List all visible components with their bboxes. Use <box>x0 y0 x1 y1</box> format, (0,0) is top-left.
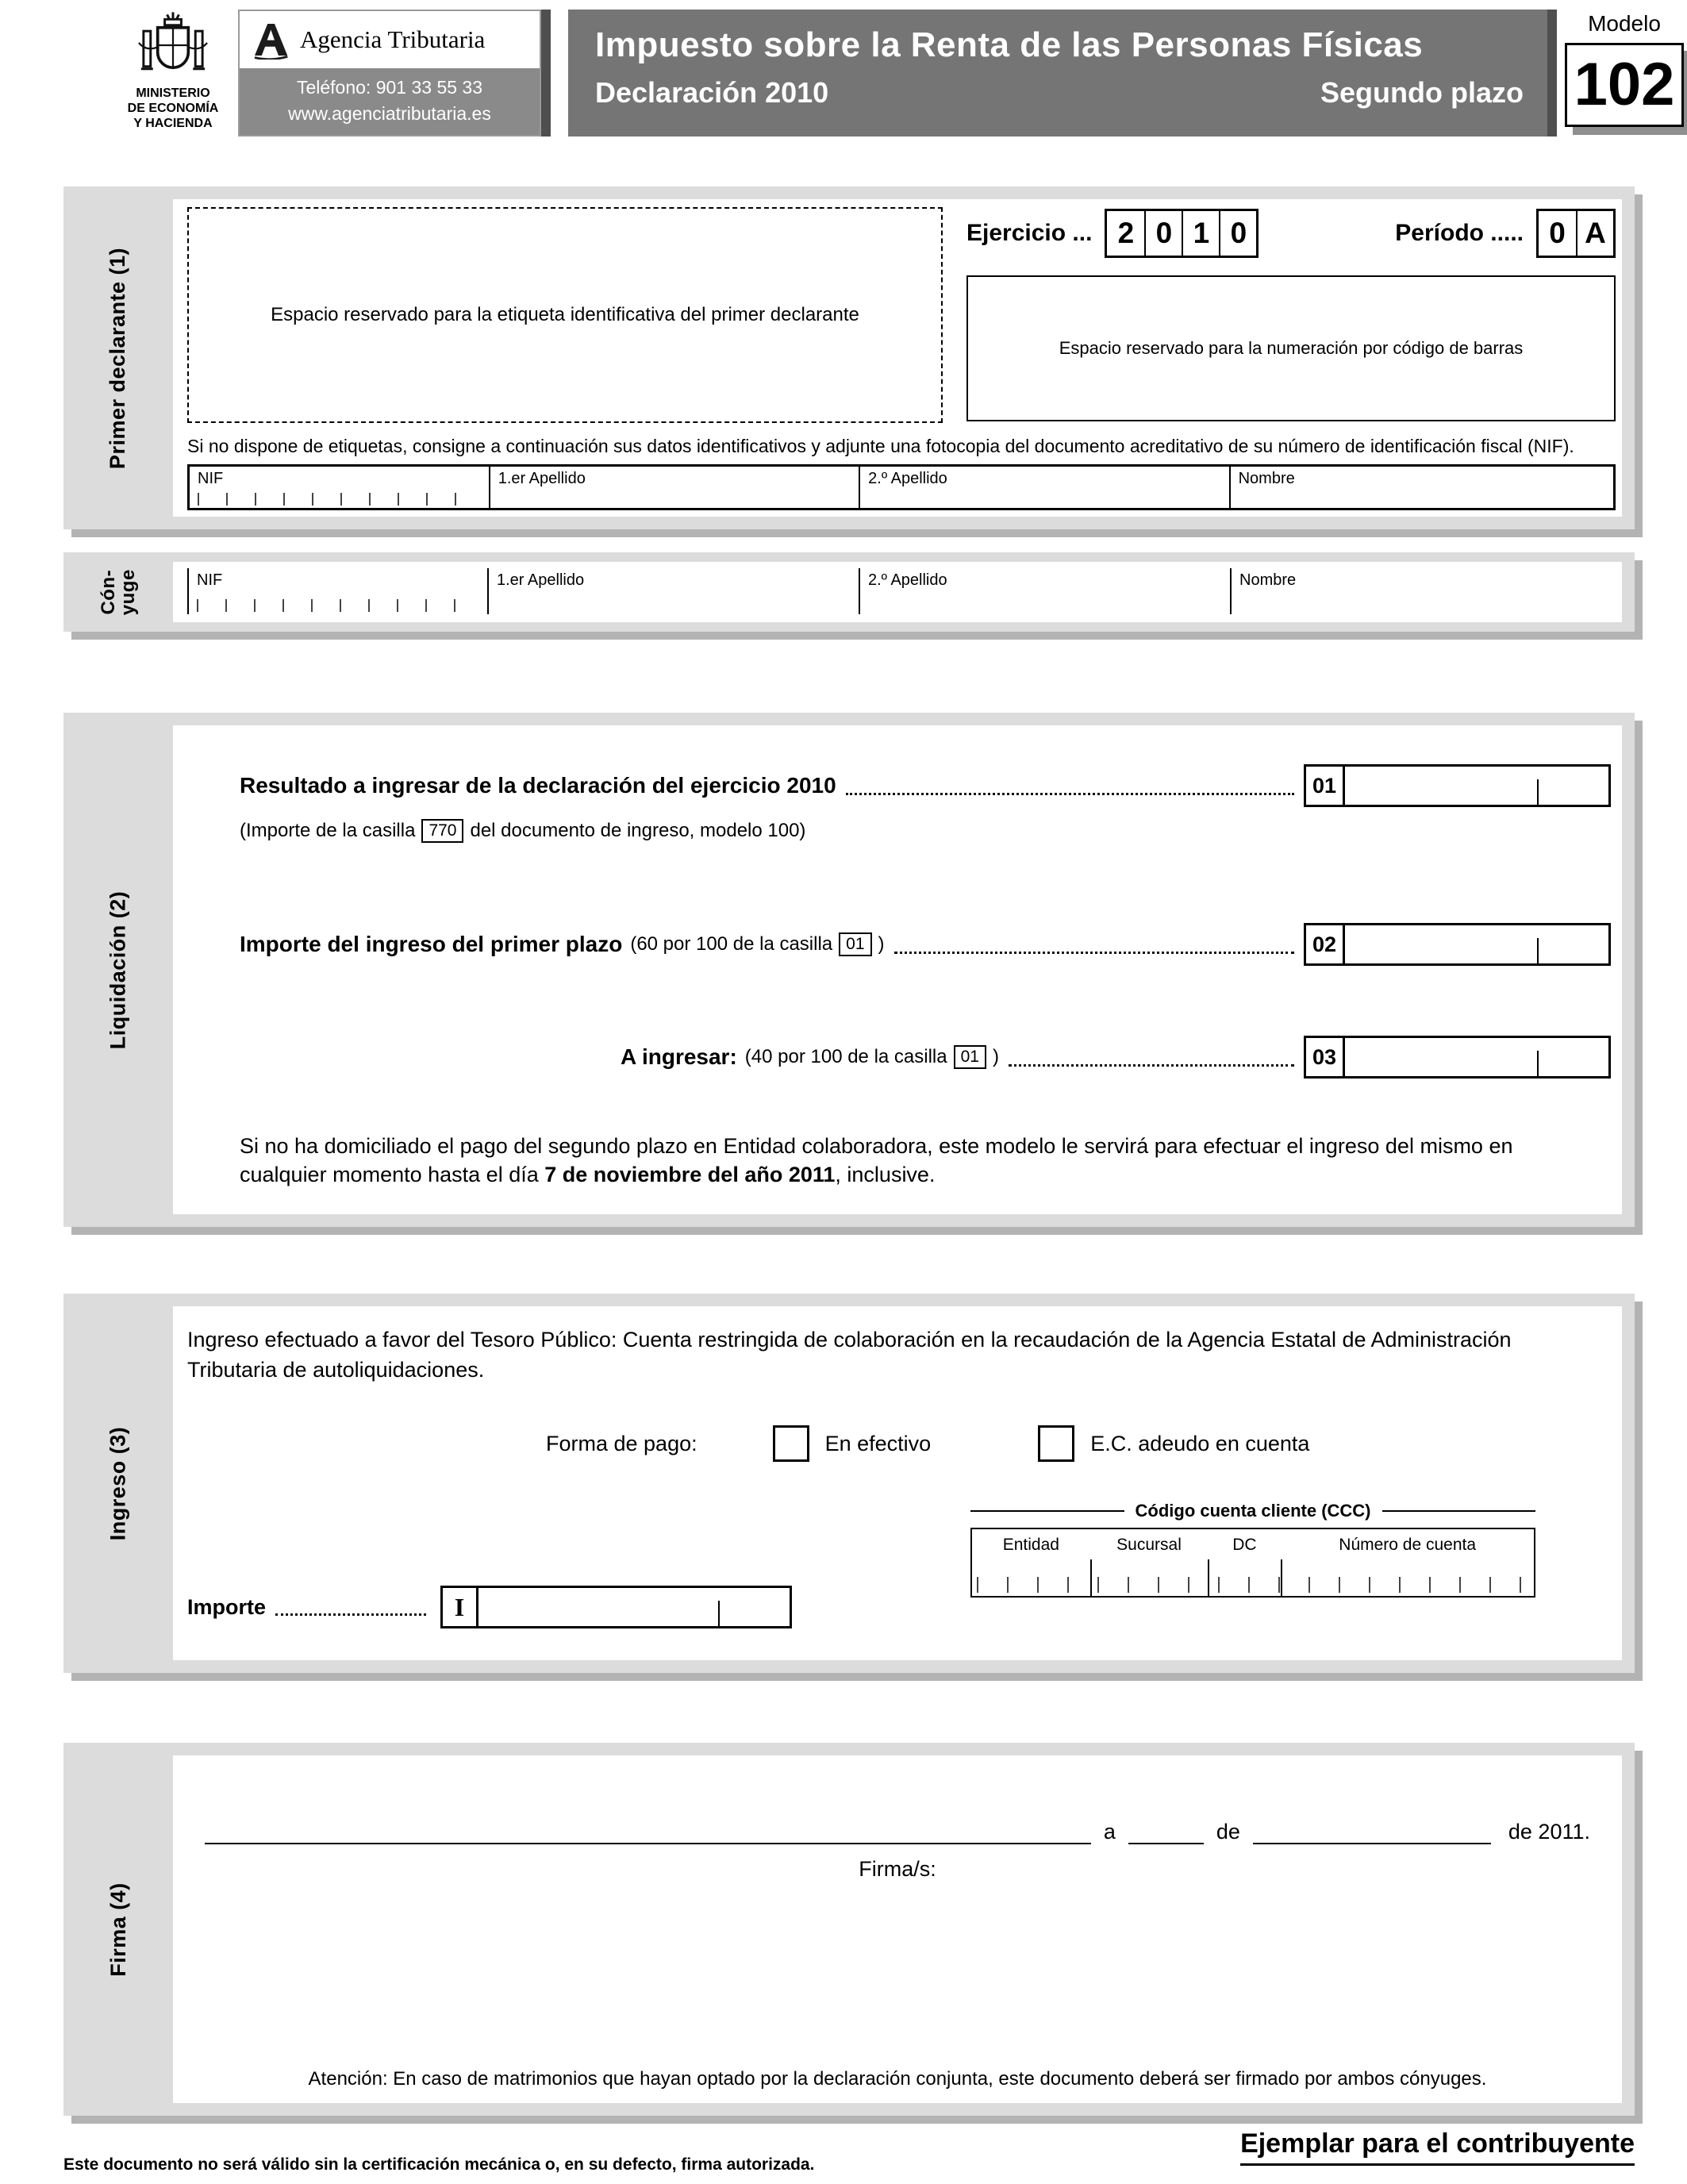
section-label-primer-declarante: Primer declarante (1) <box>106 247 130 469</box>
etiqueta-reserved-text: Espacio reservado para la etiqueta identificativa del primer declarante <box>271 304 859 325</box>
amount-input-02[interactable] <box>1345 923 1611 966</box>
form-title-bar <box>568 10 1547 136</box>
note-pre: (Importe de la casilla <box>240 820 416 841</box>
section-label-firma: Firma (4) <box>106 1882 130 1977</box>
section-label-liquidacion: Liquidación (2) <box>106 890 130 1049</box>
row3-paren-close: ) <box>992 1046 999 1067</box>
ministry-label: MINISTERIO DE ECONOMÍA Y HACIENDA <box>127 87 219 130</box>
conyuge-panel <box>173 562 1622 622</box>
atencion-note: Atención: En caso de matrimonios que hayan optado por la declaración conjunta, este documento deberá ser firmado por ambos cónyuges. <box>308 2068 1487 2090</box>
section-ingreso <box>63 1294 1635 1673</box>
date-de-label: de <box>1216 1820 1240 1844</box>
section-primer-declarante <box>63 186 1635 529</box>
liq-deadline-note <box>240 1132 1600 1190</box>
nombre-label: Nombre <box>1239 571 1297 589</box>
agency-box <box>238 10 541 136</box>
deadline-date: 7 de noviembre del año 2011 <box>544 1163 836 1187</box>
casilla-01-ref: 01 <box>839 932 871 956</box>
ingreso-panel <box>173 1306 1622 1660</box>
declarante-id-table <box>187 464 1616 510</box>
efectivo-checkbox[interactable] <box>773 1425 809 1462</box>
conyuge-nombre-field[interactable] <box>1230 568 1616 614</box>
adeudo-checkbox[interactable] <box>1038 1425 1074 1462</box>
liq-row2-label: Importe del ingreso del primer plazo <box>240 932 623 956</box>
ejercicio-digit: 2 <box>1117 217 1135 249</box>
ccc-dc-label: DC <box>1232 1536 1257 1554</box>
note-post: del documento de ingreso, modelo 100) <box>470 820 806 841</box>
firmas-label: Firma/s: <box>859 1857 936 1881</box>
casilla-03-box: 03 <box>1304 1036 1345 1079</box>
date-a-label: a <box>1103 1820 1116 1844</box>
ejercicio-digit: 1 <box>1182 211 1219 256</box>
date-line <box>205 1817 1590 1844</box>
ccc-group-divider <box>1208 1559 1209 1596</box>
liq-row-resultado <box>240 763 1611 808</box>
section-liquidacion <box>63 713 1635 1227</box>
amount-input-03[interactable] <box>1345 1036 1611 1079</box>
ccc-title: Código cuenta cliente (CCC) <box>1135 1501 1371 1521</box>
importe-row <box>187 1586 792 1628</box>
periodo-label: Período ..... <box>1395 220 1524 246</box>
periodo-value-box <box>1536 209 1616 258</box>
ccc-block <box>970 1501 1535 1598</box>
ccc-sucursal-label: Sucursal <box>1116 1536 1182 1554</box>
efectivo-label: En efectivo <box>824 1431 932 1455</box>
ccc-group-divider <box>1090 1559 1092 1596</box>
row2-paren: (60 por 100 de la casilla <box>630 933 833 955</box>
ejercicio-digit: 0 <box>1219 211 1256 256</box>
casilla-770-ref: 770 <box>421 819 463 843</box>
ejercicio-periodo-row <box>966 209 1616 258</box>
nif-label: NIF <box>198 470 224 487</box>
row3-paren: (40 por 100 de la casilla <box>744 1046 947 1067</box>
modelo-block <box>1565 11 1684 127</box>
row2-paren-close: ) <box>878 933 885 955</box>
section-conyuge <box>63 552 1635 632</box>
date-year-label: de 2011. <box>1508 1820 1590 1844</box>
form-subtitle: Declaración 2010 <box>595 76 829 109</box>
etiqueta-reserved-box <box>187 207 943 423</box>
dotted-leader <box>846 793 1294 795</box>
footer-copy-label: Ejemplar para el contribuyente <box>1240 2128 1635 2166</box>
section-label-conyuge: Cón- yuge <box>97 568 139 616</box>
liq-row1-note <box>240 819 805 843</box>
dotted-leader <box>894 952 1294 954</box>
ccc-rule-right <box>1382 1510 1536 1512</box>
ccc-entidad-label: Entidad <box>1002 1536 1059 1554</box>
agency-name: Agencia Tributaria <box>300 25 486 53</box>
footer-validity-note: Este documento no será válido sin la certificación mecánica o, en su defecto, firma autorizada. <box>63 2155 815 2174</box>
declarante-panel <box>173 199 1622 517</box>
declarante-nif-field[interactable] <box>190 467 489 508</box>
dotted-leader <box>275 1613 426 1616</box>
ingreso-intro: Ingreso efectuado a favor del Tesoro Público: Cuenta restringida de colaboración en la recaudación de la Agencia Estatal de Administración Tributaria de autoliquidaciones. <box>187 1328 1512 1382</box>
dotted-leader <box>1009 1064 1294 1067</box>
coat-of-arms <box>117 10 229 132</box>
declarante-apellido1-field[interactable] <box>489 467 859 508</box>
casilla-01-box: 01 <box>1304 764 1345 807</box>
periodo-char: A <box>1576 211 1613 256</box>
nombre-label: Nombre <box>1238 470 1295 487</box>
ccc-numero-cuenta-label: Número de cuenta <box>1339 1536 1477 1554</box>
amount-input-01[interactable] <box>1345 764 1611 807</box>
conyuge-apellido1-field[interactable] <box>487 568 859 614</box>
deadline-post: , inclusive. <box>835 1163 936 1187</box>
date-month-line[interactable] <box>1253 1817 1491 1844</box>
liq-row3-label: A ingresar: <box>621 1044 737 1069</box>
form-title: Impuesto sobre la Renta de las Personas Físicas <box>595 25 1424 64</box>
nif-label: NIF <box>197 571 223 589</box>
periodo-char: 0 <box>1549 217 1566 249</box>
form-plazo: Segundo plazo <box>1320 76 1524 109</box>
apellido1-label: 1.er Apellido <box>498 470 586 487</box>
casilla-01-ref: 01 <box>954 1045 986 1069</box>
aeat-logo-icon <box>251 20 290 60</box>
forma-pago-row <box>546 1425 1309 1462</box>
casilla-02-box: 02 <box>1304 923 1345 966</box>
ccc-rule-left <box>970 1510 1124 1512</box>
conyuge-apellido2-field[interactable] <box>859 568 1230 614</box>
modelo-label: Modelo <box>1588 11 1661 36</box>
conyuge-nif-field[interactable] <box>187 568 487 614</box>
ejercicio-digit: 0 <box>1144 211 1182 256</box>
nif-char-ticks <box>198 493 478 506</box>
liq-row-a-ingresar <box>240 1035 1611 1079</box>
apellido2-label: 2.º Apellido <box>868 470 947 487</box>
ccc-input[interactable] <box>970 1528 1535 1598</box>
currency-mark-box: I <box>440 1586 478 1628</box>
liq-row1-label: Resultado a ingresar de la declaración del ejercicio 2010 <box>240 773 836 798</box>
modelo-number: 102 <box>1565 43 1684 127</box>
ejercicio-value-box <box>1105 209 1259 258</box>
apellido2-label: 2.º Apellido <box>868 571 947 589</box>
barcode-reserved-box <box>966 275 1616 421</box>
conyuge-id-table <box>187 568 1616 614</box>
no-labels-note: Si no dispone de etiquetas, consigne a continuación sus datos identificativos y adjunte una fotocopia del documento acreditativo de su número de identificación fiscal (NIF). <box>187 436 1574 456</box>
ccc-char-ticks <box>977 1577 1529 1593</box>
date-day-line[interactable] <box>1128 1817 1204 1844</box>
agency-website: www.agenciatributaria.es <box>288 103 491 125</box>
importe-input[interactable] <box>478 1586 792 1628</box>
section-label-ingreso: Ingreso (3) <box>106 1426 130 1540</box>
agency-phone: Teléfono: 901 33 55 33 <box>296 77 483 98</box>
adeudo-label: E.C. adeudo en cuenta <box>1090 1431 1310 1455</box>
deadline-pre: Si no ha domiciliado el pago del segundo plazo en Entidad colaboradora, este modelo le servirá para efectuar el ingreso del mismo en cualquier momento hasta el día <box>240 1134 1513 1187</box>
signature-area[interactable] <box>205 1894 1590 2048</box>
liq-row-primer-plazo <box>240 922 1611 967</box>
barcode-reserved-text: Espacio reservado para la numeración por código de barras <box>1059 338 1524 358</box>
coat-of-arms-icon <box>132 10 214 81</box>
section-firma <box>63 1743 1635 2116</box>
date-place-line[interactable] <box>205 1817 1091 1844</box>
apellido1-label: 1.er Apellido <box>497 571 585 589</box>
nif-char-ticks <box>197 599 476 612</box>
importe-label: Importe <box>187 1594 267 1619</box>
declarante-nombre-field[interactable] <box>1229 467 1613 508</box>
declarante-apellido2-field[interactable] <box>859 467 1228 508</box>
liquidacion-panel <box>173 725 1622 1214</box>
forma-pago-label: Forma de pago: <box>546 1431 697 1455</box>
ejercicio-label: Ejercicio ... <box>966 220 1093 246</box>
firma-panel <box>173 1755 1622 2103</box>
ccc-group-divider <box>1281 1559 1282 1596</box>
